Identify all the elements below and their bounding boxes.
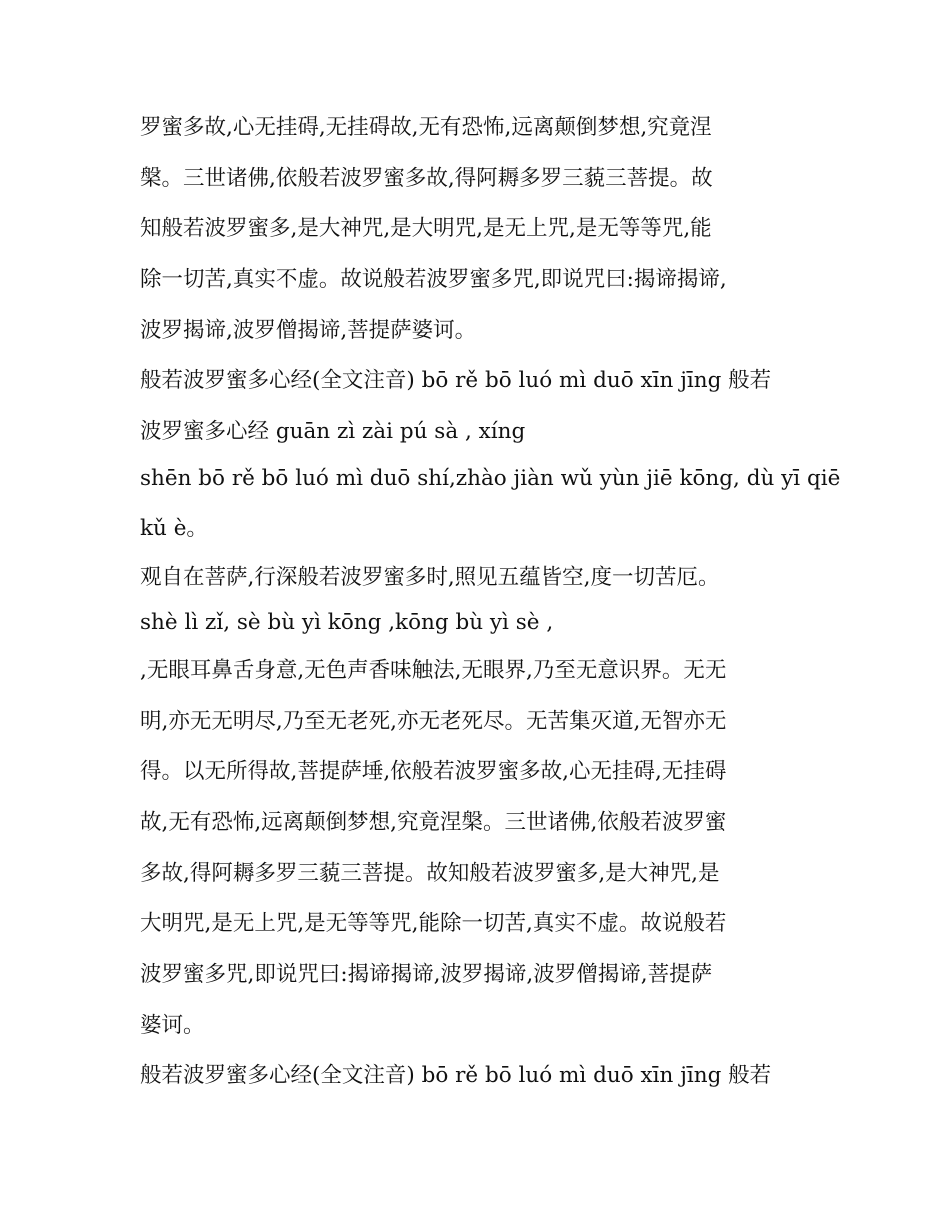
text-line: 婆诃。 — [140, 1013, 205, 1038]
text-line: kǔ è。 — [140, 516, 208, 541]
text-line: 故,无有恐怖,远离颠倒梦想,究竟涅槃。三世诸佛,依般若波罗蜜 — [140, 810, 727, 835]
text-line: 得。以无所得故,菩提萨埵,依般若波罗蜜多故,心无挂碍,无挂碍 — [140, 759, 727, 784]
text-line: 多故,得阿耨多罗三藐三菩提。故知般若波罗蜜多,是大神咒,是 — [140, 861, 720, 886]
text-line: 般若波罗蜜多心经(全文注音) bō rě bō luó mì duō xīn jīng 般若 — [140, 368, 772, 393]
text-line: 波罗蜜多咒,即说咒曰:揭谛揭谛,波罗揭谛,波罗僧揭谛,菩提萨 — [140, 962, 713, 987]
text-line: 除一切苦,真实不虚。故说般若波罗蜜多咒,即说咒曰:揭谛揭谛, — [140, 267, 727, 292]
text-line: shēn bō rě bō luó mì duō shí,zhào jiàn wǔ yùn jiē kōng, dù yī qiē — [140, 466, 841, 491]
text-line: 明,亦无无明尽,乃至无老死,亦无老死尽。无苦集灭道,无智亦无 — [140, 709, 727, 734]
text-line: 波罗蜜多心经 guān zì zài pú sà , xíng — [140, 419, 526, 444]
text-line: 大明咒,是无上咒,是无等等咒,能除一切苦,真实不虚。故说般若 — [140, 911, 727, 936]
text-line: 槃。三世诸佛,依般若波罗蜜多故,得阿耨多罗三藐三菩提。故 — [140, 166, 713, 191]
text-line: 波罗揭谛,波罗僧揭谛,菩提萨婆诃。 — [140, 318, 477, 343]
text-line: ,无眼耳鼻舌身意,无色声香味触法,无眼界,乃至无意识界。无无 — [140, 658, 727, 683]
text-line: 知般若波罗蜜多,是大神咒,是大明咒,是无上咒,是无等等咒,能 — [140, 216, 712, 241]
text-line: 般若波罗蜜多心经(全文注音) bō rě bō luó mì duō xīn jīng 般若 — [140, 1063, 772, 1088]
text-line: shè lì zǐ, sè bù yì kōng ,kōng bù yì sè , — [140, 610, 554, 635]
text-line: 观自在菩萨,行深般若波罗蜜多时,照见五蕴皆空,度一切苦厄。 — [140, 565, 720, 590]
text-line: 罗蜜多故,心无挂碍,无挂碍故,无有恐怖,远离颠倒梦想,究竟涅 — [140, 115, 712, 140]
